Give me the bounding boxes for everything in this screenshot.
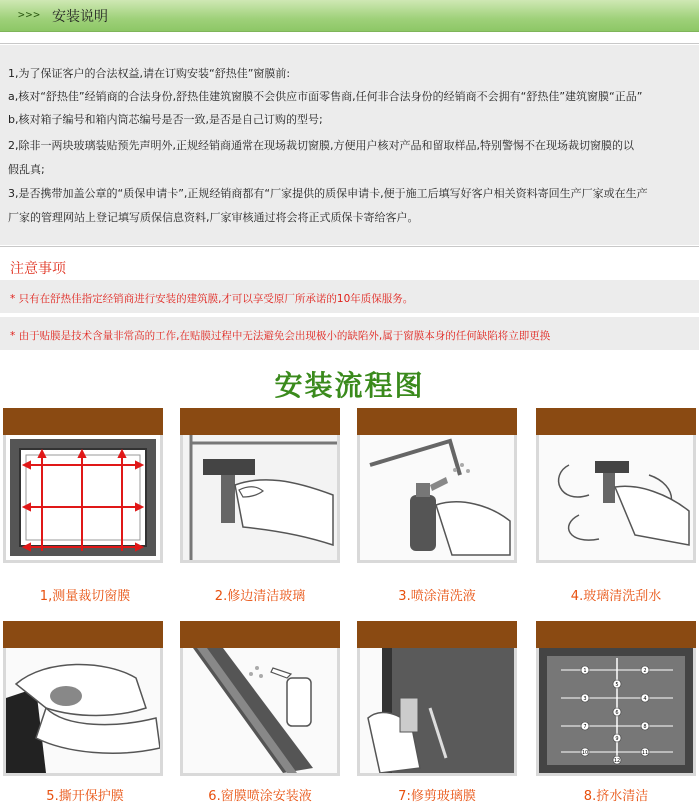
step8-number: 4 <box>643 696 647 702</box>
info-line: b,核对箱子编号和箱内筒芯编号是否一致,是否是自己订购的型号; <box>8 113 323 126</box>
notice-item <box>0 280 699 313</box>
notice-text: * 只有在舒热佳指定经销商进行安装的建筑膜,才可以享受原厂所承诺的10年质保服务。 <box>10 293 414 305</box>
notice-text: * 由于贴膜是技术含量非常高的工作,在贴膜过程中无法避免会出现极小的缺陷外,属于窗膜本身的任何缺陷将立即更换 <box>10 330 551 342</box>
step-caption: 6.窗膜喷涂安装液 <box>208 789 312 804</box>
step8-number: 12 <box>613 758 621 764</box>
step8-number: 11 <box>641 750 649 756</box>
install-info-box <box>0 45 699 245</box>
step-card-5 <box>3 621 163 776</box>
step-caption: 4.玻璃清洗刮水 <box>570 589 662 604</box>
info-line: a,核对“舒热佳”经销商的合法身份,舒热佳建筑窗膜不会供应市面零售商,任何非合法身份的经销商不会拥有“舒热佳”建筑窗膜“正品” <box>8 90 643 103</box>
card-header-bar <box>536 408 696 435</box>
step-caption: 8.挤水清洁 <box>583 789 649 804</box>
trim-film-illustration <box>360 648 514 773</box>
step-card-7 <box>357 621 517 776</box>
header-arrows: >>> <box>18 8 41 21</box>
card-header-bar <box>3 621 163 648</box>
step-card-6 <box>180 621 340 776</box>
step8-number: 2 <box>643 668 647 674</box>
card-header-bar <box>357 408 517 435</box>
step8-number: 7 <box>583 724 587 730</box>
info-line: 2,除非一两块玻璃装贴预先声明外,正规经销商通常在现场裁切窗膜,方便用户核对产品和留取样品,特别警惕不在现场裁切窗膜的以 <box>8 139 634 152</box>
squeeze-water-illustration <box>539 648 693 773</box>
card-header-bar <box>180 621 340 648</box>
notice-item <box>0 317 699 350</box>
step8-number: 1 <box>583 668 587 674</box>
step-caption: 7:修剪玻璃膜 <box>398 789 476 804</box>
step-card-4 <box>536 408 696 563</box>
measure-cut-illustration <box>6 435 160 560</box>
step-card-2 <box>180 408 340 563</box>
step8-number: 10 <box>581 750 589 756</box>
step-card-8 <box>536 621 696 776</box>
flow-title: 安装流程图 <box>274 369 425 402</box>
step8-number: 6 <box>615 710 619 716</box>
step-card-1 <box>3 408 163 563</box>
step-caption: 1,测量裁切窗膜 <box>39 589 131 604</box>
info-line: 1,为了保证客户的合法权益,请在订购安装“舒热佳”窗膜前: <box>8 67 291 80</box>
step8-number: 3 <box>583 696 587 702</box>
info-line: 厂家的管理网站上登记填写质保信息资料,厂家审核通过将会将正式质保卡寄给客户。 <box>8 211 419 224</box>
step-card-3 <box>357 408 517 563</box>
spray-film-illustration <box>183 648 337 773</box>
section-title: 安装说明 <box>52 9 108 25</box>
step8-number: 9 <box>615 736 619 742</box>
spray-solution-illustration <box>360 435 514 560</box>
edge-clean-illustration <box>183 435 337 560</box>
notice-title: 注意事项 <box>10 261 66 277</box>
section-header <box>0 0 699 32</box>
card-header-bar <box>536 621 696 648</box>
card-header-bar <box>3 408 163 435</box>
divider <box>0 43 699 44</box>
squeegee-glass-illustration <box>539 435 693 560</box>
step8-number: 5 <box>615 682 619 688</box>
card-header-bar <box>180 408 340 435</box>
info-line: 3,是否携带加盖公章的“质保申请卡”,正规经销商都有“厂家提供的质保申请卡,便于施工后填写好客户相关资料寄回生产厂家或在生产 <box>8 187 648 200</box>
card-header-bar <box>357 621 517 648</box>
step-caption: 2.修边清洁玻璃 <box>214 589 306 604</box>
step-caption: 5.撕开保护膜 <box>46 789 124 804</box>
divider <box>0 246 699 247</box>
peel-liner-illustration <box>6 648 160 773</box>
step-caption: 3.喷涂清洗液 <box>398 589 476 604</box>
step8-number: 8 <box>643 724 647 730</box>
info-line: 假乱真; <box>8 163 45 176</box>
